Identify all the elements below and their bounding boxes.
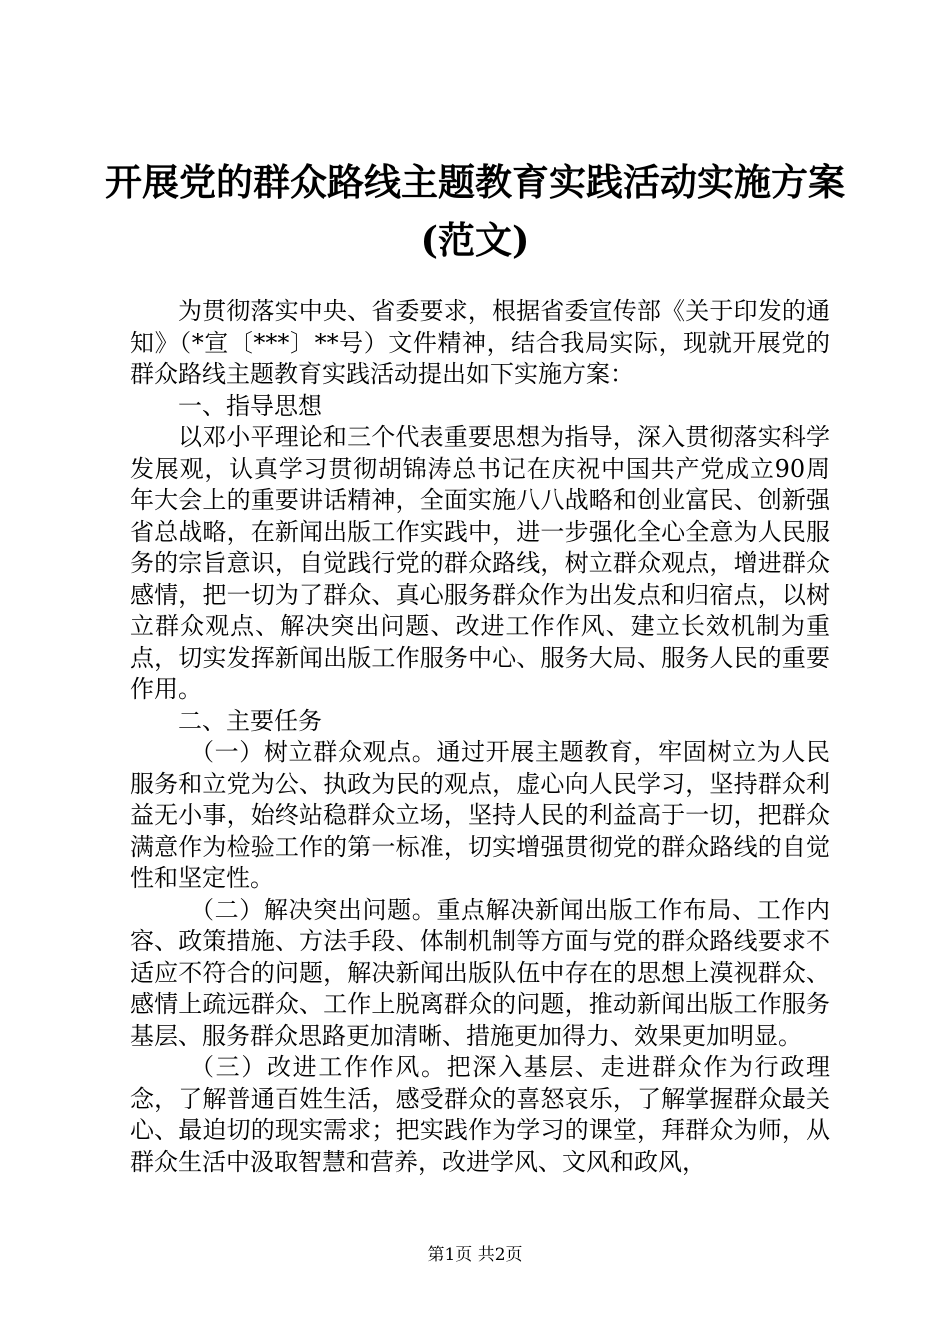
document-title-suffix: (范文) [420,218,530,262]
guiding-ideology-paragraph: 以邓小平理论和三个代表重要思想为指导，深入贯彻落实科学发展观，认真学习贯彻胡锦涛总书记在庆祝中国共产党成立90周年大会上的重要讲话精神，全面实施八八战略和创业富民、创新强省总战略，在新闻出版工作实践中，进一步强化全心全意为人民服务的宗旨意识，自觉践行党的群众路线，树立群众观点，增进群众感情，把一切为了群众、真心服务群众作为出发点和归宿点，以树立群众观点、解决突出问题、改进工作作风、建立长效机制为重点，切实发挥新闻出版工作服务中心、服务大局、服务人民的重要作用。 [130,423,830,703]
page-number-footer: 第1页 共2页 [427,1245,523,1265]
task-paragraph-2: （二）解决突出问题。重点解决新闻出版工作布局、工作内容、政策措施、方法手段、体制机制等方面与党的群众路线要求不适应不符合的问题，解决新闻出版队伍中存在的思想上漠视群众、感情上疏远群众、工作上脱离群众的问题，推动新闻出版工作服务基层、服务群众思路更加清晰、措施更加得力、效果更加明显。 [130,895,830,1050]
task-paragraph-3: （三）改进工作作风。把深入基层、走进群众作为行政理念，了解普通百姓生活，感受群众的喜怒哀乐，了解掌握群众最关心、最迫切的现实需求；把实践作为学习的课堂，拜群众为师，从群众生活中汲取智慧和营养，改进学风、文风和政风， [130,1053,830,1176]
section-heading-main-tasks: 二、主要任务 [178,706,322,735]
intro-paragraph: 为贯彻落实中央、省委要求，根据省委宣传部《关于印发的通知》（*宣〔***〕**号）文件精神，结合我局实际，现就开展党的群众路线主题教育实践活动提出如下实施方案： [130,297,830,388]
task-paragraph-1: （一）树立群众观点。通过开展主题教育，牢固树立为人民服务和立党为公、执政为民的观点，虚心向人民学习，坚持群众利益无小事，始终站稳群众立场，坚持人民的利益高于一切，把群众满意作为检验工作的第一标准，切实增强贯彻党的群众路线的自觉性和坚定性。 [130,738,830,892]
document-body [130,296,830,1178]
section-heading-guiding-ideology: 一、指导思想 [178,391,322,420]
document-title: 开展党的群众路线主题教育实践活动实施方案 [105,160,845,204]
